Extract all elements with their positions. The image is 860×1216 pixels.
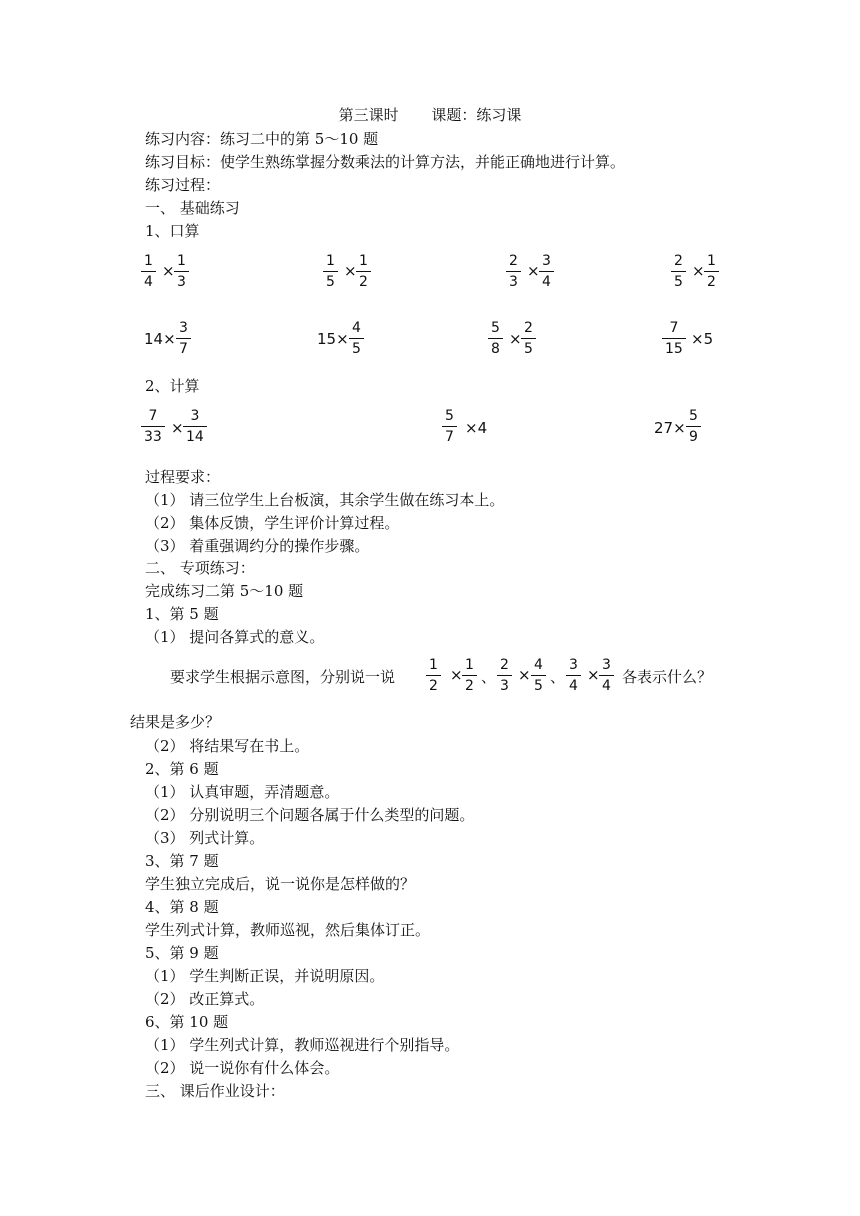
section-1-heading: 一、 基础练习 <box>145 199 240 217</box>
question-6-step-3: （3） 列式计算。 <box>145 829 265 847</box>
fraction: 3 4 <box>566 657 581 695</box>
fraction: 3 7 <box>176 320 191 358</box>
integer: ×4 <box>465 419 488 437</box>
fraction: 4 5 <box>531 657 546 695</box>
question-7-text: 学生独立完成后，说一说你是怎样做的？ <box>145 875 416 893</box>
fraction: 5 7 <box>442 408 457 446</box>
section-3-heading: 三、 课后作业设计： <box>145 1082 285 1100</box>
fraction: 3 4 <box>539 253 554 291</box>
integer: 14× <box>144 330 176 348</box>
topic-label: 课题：练习课 <box>431 106 522 124</box>
question-9-heading: 5、第 9 题 <box>145 944 219 962</box>
section-2-heading: 二、 专项练习： <box>145 559 255 577</box>
integer: ×5 <box>691 330 714 348</box>
fraction: 1 2 <box>704 253 719 291</box>
fraction: 2 5 <box>521 320 536 358</box>
fraction: 3 4 <box>599 657 614 695</box>
fraction: 1 2 <box>462 657 477 695</box>
question-5-step-1: （1） 提问各算式的意义。 <box>145 628 325 646</box>
question-10-step-1: （1） 学生列式计算，教师巡视进行个别指导。 <box>145 1036 460 1054</box>
question-5-step-2: （2） 将结果写在书上。 <box>145 737 310 755</box>
fraction: 1 3 <box>174 253 189 291</box>
question-6-step-2: （2） 分别说明三个问题各属于什么类型的问题。 <box>145 806 475 824</box>
process-line: 练习过程： <box>145 176 221 194</box>
question-9-step-1: （1） 学生判断正误，并说明原因。 <box>145 967 385 985</box>
integer: 27× <box>654 419 686 437</box>
question-6-step-1: （1） 认真审题，弄清题意。 <box>145 783 340 801</box>
fraction: 5 8 <box>488 320 503 358</box>
times-sign: × <box>162 262 175 280</box>
fraction: 7 33 <box>141 408 165 446</box>
lesson-label: 第三课时 <box>338 106 399 124</box>
requirements-heading: 过程要求： <box>145 468 221 486</box>
calc-heading: 2、计算 <box>145 377 200 395</box>
fraction: 7 15 <box>662 320 686 358</box>
fraction: 4 5 <box>349 320 364 358</box>
requirement-1: （1） 请三位学生上台板演，其余学生做在练习本上。 <box>145 491 505 509</box>
fraction: 2 5 <box>671 253 686 291</box>
question-9-step-2: （2） 改正算式。 <box>145 990 265 1008</box>
content-line: 练习内容：练习二中的第 5～10 题 <box>145 130 379 148</box>
fraction: 1 2 <box>356 253 371 291</box>
requirement-3: （3） 着重强调约分的操作步骤。 <box>145 537 370 555</box>
question-8-text: 学生列式计算，教师巡视，然后集体订正。 <box>145 921 431 939</box>
integer: 15× <box>317 330 349 348</box>
times-sign: × <box>518 666 531 684</box>
fraction: 1 4 <box>141 253 156 291</box>
fraction: 3 14 <box>183 408 207 446</box>
fraction: 5 9 <box>686 408 701 446</box>
times-sign: × <box>509 330 522 348</box>
times-sign: × <box>344 262 357 280</box>
question-5-result: 结果是多少？ <box>130 713 221 731</box>
fraction: 1 5 <box>323 253 338 291</box>
fraction: 2 3 <box>506 253 521 291</box>
requirement-2: （2） 集体反馈，学生评价计算过程。 <box>145 514 400 532</box>
finish-line: 完成练习二第 5～10 题 <box>145 582 304 600</box>
question-7-heading: 3、第 7 题 <box>145 852 219 870</box>
comma: 、 <box>550 668 566 686</box>
times-sign: × <box>450 666 463 684</box>
question-6-heading: 2、第 6 题 <box>145 760 219 778</box>
question-10-step-2: （2） 说一说你有什么体会。 <box>145 1059 340 1077</box>
page-title <box>0 104 860 126</box>
q5-text-end: 各表示什么？ <box>622 668 713 686</box>
fraction: 1 2 <box>426 657 441 695</box>
q5-text-start: 要求学生根据示意图，分别说一说 <box>170 668 396 686</box>
times-sign: × <box>171 419 184 437</box>
goal-line: 练习目标：使学生熟练掌握分数乘法的计算方法，并能正确地进行计算。 <box>145 153 626 171</box>
times-sign: × <box>692 262 705 280</box>
fraction: 2 3 <box>497 657 512 695</box>
times-sign: × <box>587 666 600 684</box>
oral-heading: 1、口算 <box>145 222 200 240</box>
question-8-heading: 4、第 8 题 <box>145 898 219 916</box>
times-sign: × <box>527 262 540 280</box>
comma: 、 <box>481 668 497 686</box>
question-10-heading: 6、第 10 题 <box>145 1013 229 1031</box>
question-5-heading: 1、第 5 题 <box>145 605 219 623</box>
